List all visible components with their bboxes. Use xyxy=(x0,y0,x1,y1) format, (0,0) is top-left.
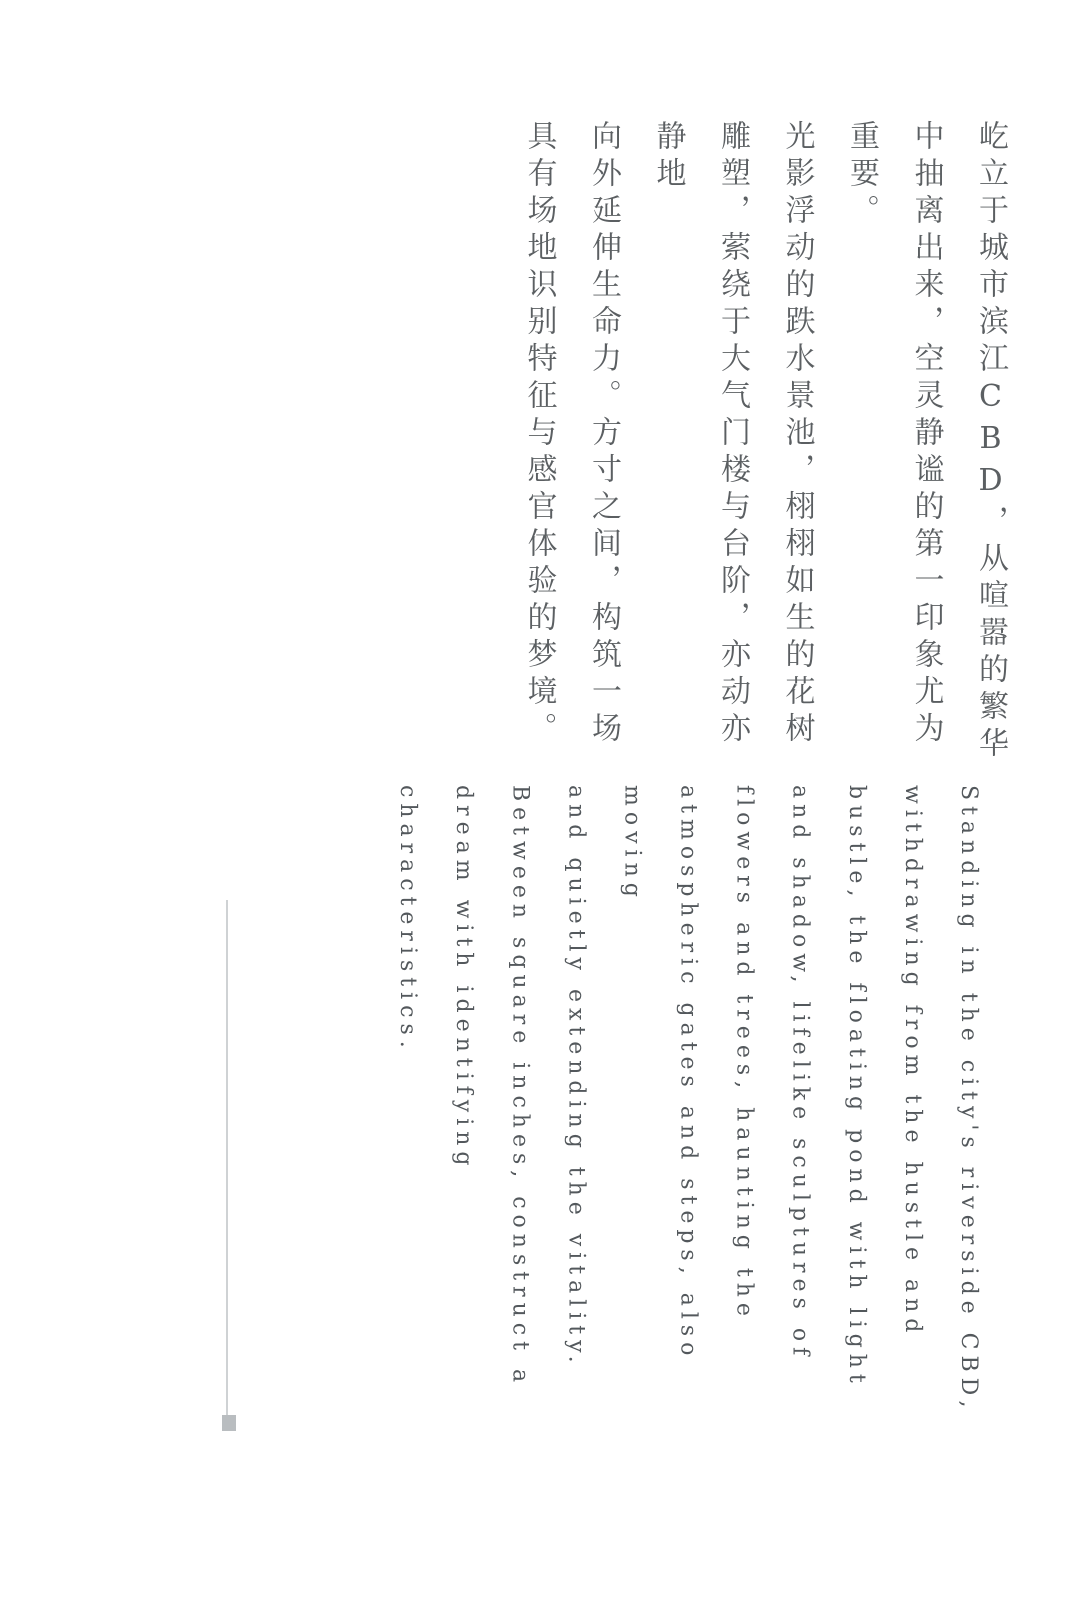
paragraph-english-line-2: bustle, the floating pond with light and shadow, lifelike sculptures of xyxy=(787,785,869,1389)
scrollbar[interactable] xyxy=(222,900,232,1460)
paragraph-chinese-line-1: 屹立于城市滨江CBD，从喧嚣的繁华中抽离出来，空灵静谧的第一印象尤为重要。 xyxy=(844,120,1008,764)
paragraph-english-line-3: flowers and trees, haunting the atmospheric gates and steps, also moving xyxy=(619,785,757,1362)
paragraph-english-line-5: dream with identifying characteristics. xyxy=(395,785,477,1172)
paragraph-english-line-4: and quietly extending the vitality. Between square inches, construct a xyxy=(507,785,589,1389)
scrollbar-thumb[interactable] xyxy=(222,1415,236,1431)
paragraph-chinese xyxy=(506,120,1022,785)
paragraph-english xyxy=(379,785,996,1450)
vertical-text-block xyxy=(379,120,1022,1450)
scrollbar-track[interactable] xyxy=(226,900,228,1420)
paragraph-chinese-line-2: 光影浮动的跌水景池，栩栩如生的花树雕塑，萦绕于大气门楼与台阶，亦动亦静地 xyxy=(650,120,815,749)
paragraph-english-line-1: Standing in the city's riverside CBD, withdrawing from the hustle and xyxy=(899,785,981,1414)
paragraph-chinese-line-3: 向外延伸生命力。方寸之间，构筑一场具有场地识别特征与感官体验的梦境。 xyxy=(521,120,621,749)
